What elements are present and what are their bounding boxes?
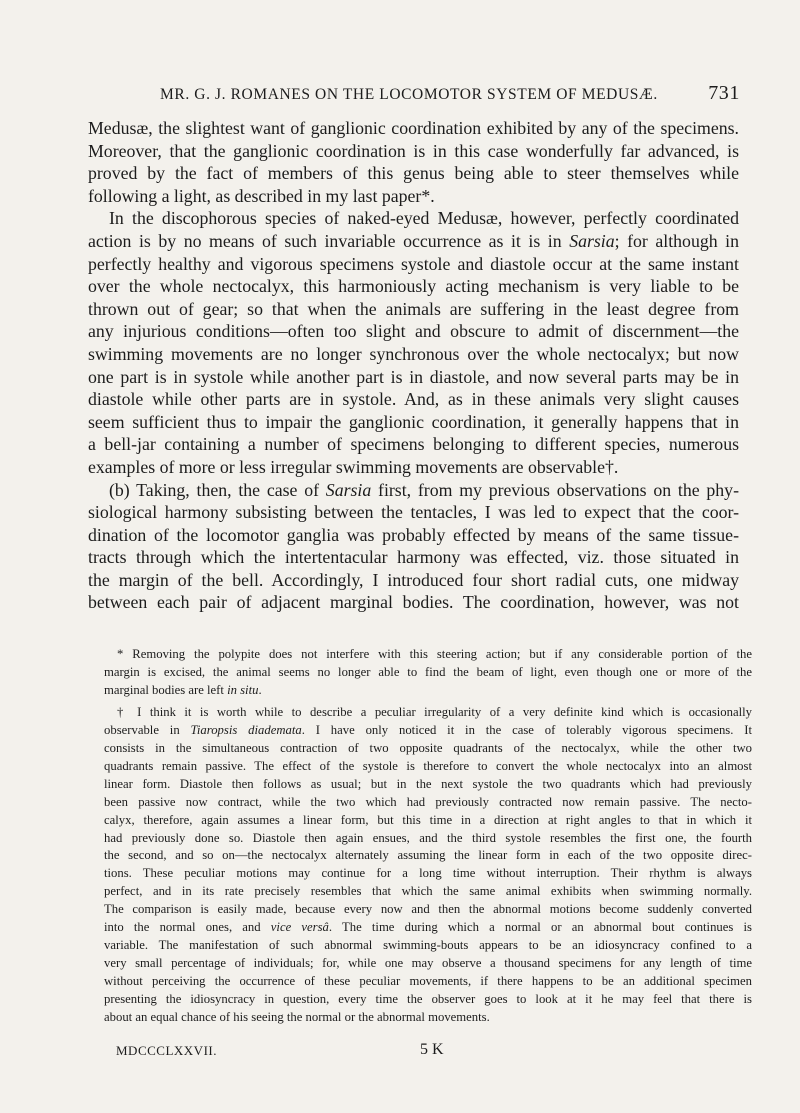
footnote-line: consists in the simultaneous contraction of two opposite quadrants of the nectocalyx, while the other two [104,740,752,755]
paragraph-1 [88,117,739,207]
text-line: In the discophorous species of naked-eyed Medusæ, however, perfectly coordinated [109,208,739,229]
footnote-line: perfect, and in its rate precisely resembles that which the same animal exhibits when swimming normally. [104,884,752,899]
footnote-line: very small percentage of individuals; for, while one may observe a thousand specimens for any length of time [104,956,752,971]
text-line: Medusæ, the slightest want of ganglionic coordination exhibited by any of the specimens. [88,118,739,138]
text-line: the margin of the bell. Accordingly, I introduced four short radial cuts, one midway [88,569,739,590]
paragraph-2 [88,207,739,478]
text-line: examples of more or less irregular swimming movements are observable†. [88,456,619,477]
text-line: a bell-jar containing a number of specimens belonging to different species, numerous [88,434,739,455]
text-line: tracts through which the intertentacular harmony was effected, viz. those situated in [88,547,739,568]
text-line: seem sufficient thus to impair the ganglionic coordination, it generally happens that in [88,411,739,432]
species-name: Tiaropsis diademata [190,722,302,737]
running-head [160,82,740,108]
footnote-line: linear form. Diastole then follows as usual; but in the next systole the two quadrants which had previously [104,776,752,791]
footnote-line: observable in Tiaropsis diademata. I have only noticed it in the case of tolerably vigorous specimens. It [104,722,752,737]
text-line: over the whole nectocalyx, this harmoniously acting mechanism is very liable to be [88,276,739,297]
sheet-mark: 5 K [420,1041,444,1058]
footnote-line: about an equal chance of his seeing the normal or the abnormal movements. [104,1010,490,1025]
text-line: siological harmony subsisting between the tentacles, I was led to expect that the coor- [88,502,739,523]
footnote-line: into the normal ones, and vice versâ. The time during which a normal or an abnormal bout continues is [104,920,752,935]
text-line: dination of the locomotor ganglia was probably effected by means of the same tissue- [88,524,739,545]
footnote-line: variable. The manifestation of such abnormal swimming-bouts appears to be an idiosyncracy confined to a [104,938,752,953]
year-signature: MDCCCLXXVII. [116,1043,217,1058]
text-line: any injurious conditions—often too slight and obscure to admit of discernment—the [88,321,739,342]
text-line: action is by no means of such invariable occurrence as it is in Sarsia; for although in [88,230,739,251]
footnote-line: * Removing the polypite does not interfere with this steering action; but if any considerable portion of the [117,647,752,661]
footnote-line: been passive now contract, while the two which had previously contracted now remain passive. The necto- [104,794,752,809]
text-line: thrown out of gear; so that when the animals are suffering in the least degree from [88,298,739,319]
paragraph-3 [88,479,739,615]
footnote-line: presenting the idiosyncracy in question, every time the observer goes to look at it he may feel that there is [104,992,752,1007]
text-line: proved by the fact of members of this genus being able to steer themselves while [88,163,739,184]
page-footer [116,1041,636,1061]
genus-name: Sarsia [325,479,372,500]
footnote-line: tions. These peculiar motions may continue for a long time without interruption. Their rhythm is always [104,866,752,881]
footnote-line: calyx, therefore, again assumes a linear form, but this time in a direction at right angles to that in which it [104,812,752,827]
footnote-line: The comparison is easily made, because every now and then the abnormal motions become suddenly converted [104,902,752,917]
text-line: following a light, as described in my last paper*. [88,185,435,206]
text-line: swimming movements are no longer synchronous over the whole nectocalyx; but now [88,343,739,364]
footnote-line: † I think it is worth while to describe a peculiar irregularity of a very definite kind which is occasionally [117,704,752,719]
footnote-1 [104,646,752,700]
footnotes [104,646,752,1031]
genus-name: Sarsia [569,230,615,251]
footnote-line: quadrants remain passive. The effect of the systole is therefore to convert the whole nectocalyx into an almost [104,758,752,773]
text-line: between each pair of adjacent marginal bodies. The coordination, however, was not [88,592,739,613]
page-number: 731 [708,82,740,104]
footnote-line: marginal bodies are left in situ. [104,682,262,697]
footnote-line: margin is excised, the animal seems no longer able to find the beam of light, even though one or more of the [104,664,752,679]
footnote-line: the second, and so on—the nectocalyx alternately assuming the linear form in each of the two opposite direc- [104,848,752,863]
main-text [88,117,739,614]
footnote-2 [104,704,752,1027]
running-title: MR. G. J. ROMANES ON THE LOCOMOTOR SYSTEM OF MEDUSÆ. [160,86,658,103]
text-line: (b) Taking, then, the case of Sarsia first, from my previous observations on the phy- [109,479,739,500]
text-line: Moreover, that the ganglionic coordination is in this case wonderfully far advanced, is [88,140,739,161]
footnote-line: without perceiving the occurrence of these peculiar movements, if there happens to be an additional specimen [104,974,752,989]
footnote-line: had previously done so. Diastole then again ensues, and the third systole resembles the first one, the fourth [104,830,752,845]
text-line: one part is in systole while another part is in diastole, and now several parts may be in [88,366,739,387]
text-line: diastole while other parts are in systole. And, as in these animals very slight causes [88,389,739,410]
text-line: perfectly healthy and vigorous specimens systole and diastole occur at the same instant [88,253,739,274]
